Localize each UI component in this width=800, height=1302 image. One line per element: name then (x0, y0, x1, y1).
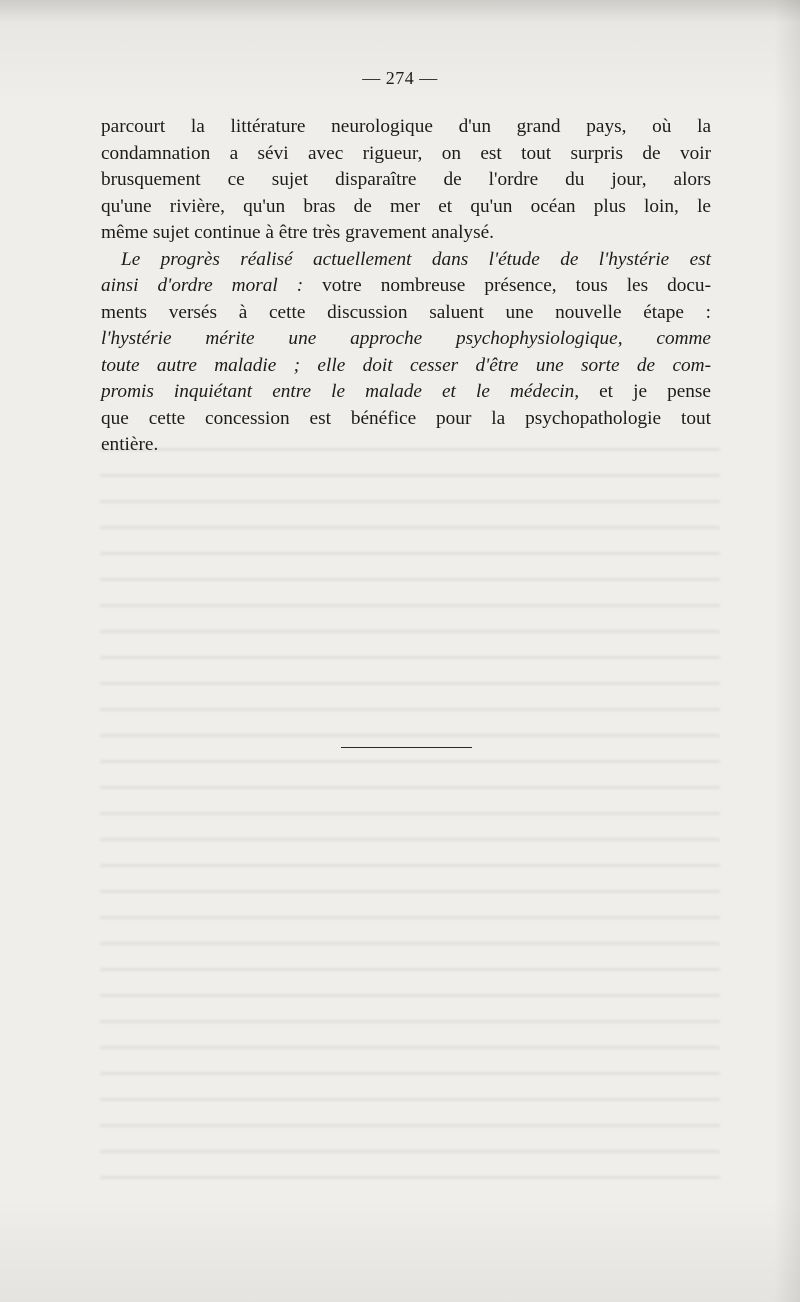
paragraph1-line-4: qu'une rivière, qu'un bras de mer et qu'un océan plus loin, le (101, 195, 711, 217)
paragraph2-line-8: entière. (101, 434, 159, 455)
paragraph2-line-4 (101, 326, 711, 353)
paragraph1-line-1: parcourt la littérature neurologique d'un grand pays, où la (101, 116, 711, 137)
page-edge-shadow (774, 0, 800, 1302)
body-text (101, 114, 711, 459)
paragraph1-line-3: brusquement ce sujet disparaître de l'ordre du jour, alors (101, 169, 711, 190)
paragraph2-line-5-italic: toute autre maladie ; elle doit cesser d'être une sorte de com- (101, 354, 711, 376)
page-number: — 274 — (362, 68, 438, 88)
paragraph2-line-7: que cette concession est bénéfice pour la psychopathologie tout (101, 407, 711, 429)
paragraph2-line-2-roman: votre nombreuse présence, tous les docu- (303, 275, 711, 296)
paragraph1-line-5: même sujet continue à être très gravement analysé. (101, 222, 494, 243)
paragraph2-line-4-italic: l'hystérie mérite une approche psychophysiologique, comme (101, 328, 711, 349)
paragraph2-line-5 (101, 353, 711, 380)
paragraph2-line-6 (101, 379, 711, 406)
paragraph2-line-2-italic: ainsi d'ordre moral : (101, 275, 304, 296)
show-through-text (100, 432, 720, 1192)
paragraph2-line-1 (101, 247, 711, 274)
paragraph1-line-2: condamnation a sévi avec rigueur, on est tout surpris de voir (101, 142, 711, 164)
section-end-rule (341, 747, 472, 748)
paragraph2-line-6-italic: promis inquiétant entre le malade et le médecin, (101, 381, 580, 402)
page-top-shadow (0, 0, 800, 22)
paragraph2-line-3: ments versés à cette discussion saluent une nouvelle étape : (101, 301, 711, 323)
paragraph2-line-2 (101, 273, 711, 300)
paragraph2-line-6-roman: et je pense (579, 381, 711, 402)
paragraph2-line-1-italic: Le progrès réalisé actuellement dans l'étude de l'hystérie est (121, 248, 711, 270)
